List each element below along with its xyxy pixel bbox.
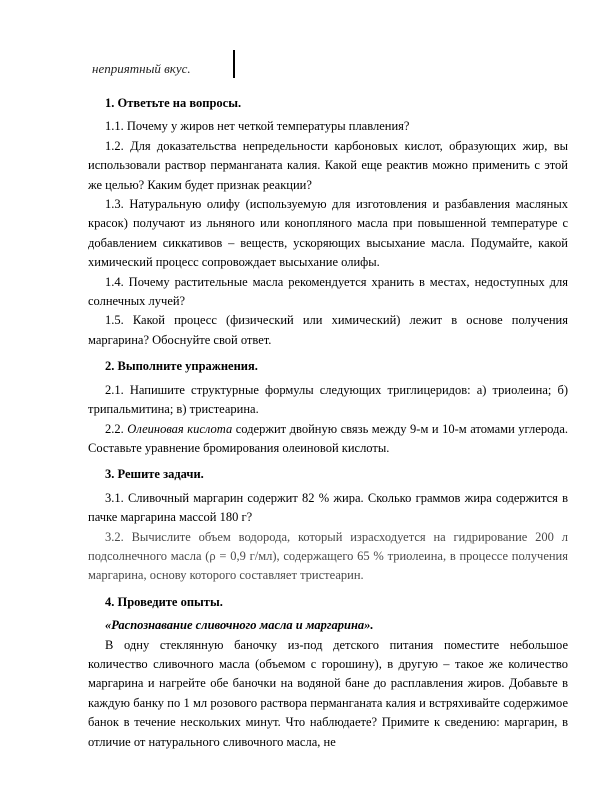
section-4-title: 4. Проведите опыты. bbox=[105, 594, 223, 609]
exercise-2-2-prefix: 2.2. bbox=[105, 421, 128, 436]
section-1-title: 1. Ответьте на вопросы. bbox=[105, 96, 242, 110]
exercise-2-2 bbox=[88, 420, 568, 459]
exercise-2-2-rest: содержит двойную связь между 9-м и 10-м атомами углерода. Составьте уравнение бромирования олеиновой кислоты. bbox=[88, 421, 568, 455]
section-3-title: 3. Решите задачи. bbox=[105, 467, 204, 482]
question-1-4: 1.4. Почему растительные масла рекомендуется хранить в местах, недоступных для солнечных лучей? bbox=[88, 274, 568, 309]
experiment-text: В одну стеклянную баночку из-под детского питания поместите небольшое количество сливочного масла (объемом с горошину), в другую – такое же количество маргарина и нагрейте обе баночки на водяной бане до расплавления жиров. Добавьте в каждую банку по 1 мл розового раствора перманганата калия и встряхивайте содержимое банок в течение нескольких минут. Что наблюдаете? Примите к сведению: маргарин, в отличие от натурального сливочного масла, не bbox=[88, 637, 568, 749]
task-3-1: 3.1. Сливочный маргарин содержит 82 % жира. Сколько граммов жира содержится в пачке маргарина массой 180 г? bbox=[88, 490, 568, 525]
question-1-1: 1.1. Почему у жиров нет четкой температуры плавления? bbox=[105, 119, 410, 134]
question-1-5: 1.5. Какой процесс (физический или химический) лежит в основе получения маргарина? Обоснуйте свой ответ. bbox=[88, 313, 568, 347]
oleic-acid-term: Олеиновая кислота bbox=[127, 421, 233, 436]
experiment-title: «Распознавание сливочного масла и маргарина». bbox=[105, 618, 374, 633]
question-1-2: 1.2. Для доказательства непредельности карбоновых кислот, образующих жир, вы использовали раствор перманганата калия. Какой еще реактив можно применить с этой же целью? Каким будет признак реакции? bbox=[88, 138, 568, 192]
exercise-2-1: 2.1. Напишите структурные формулы следующих триглицеридов: а) триолеина; б) трипальмитина; в) тристеарина. bbox=[88, 382, 568, 417]
text-cursor bbox=[233, 50, 235, 78]
section-2-title: 2. Выполните упражнения. bbox=[105, 359, 258, 374]
top-note: неприятный вкус. bbox=[92, 61, 191, 76]
task-3-2: 3.2. Вычислите объем водорода, который израсходуется на гидрирование 200 л подсолнечного масла (ρ = 0,9 г/мл), содержащего 65 % триолеина, в процессе получения маргарина, основу которого составляет тристеарин. bbox=[88, 529, 568, 583]
question-1-3: 1.3. Натуральную олифу (используемую для изготовления и разбавления масляных красок) получают из льняного или конопляного масла при повышенной температуре с добавлением сиккативов – веществ, ускоряющих высыхание масла. Подумайте, какой химический процесс сопровождает высыхание олифы. bbox=[88, 197, 568, 270]
document-body bbox=[88, 94, 568, 752]
